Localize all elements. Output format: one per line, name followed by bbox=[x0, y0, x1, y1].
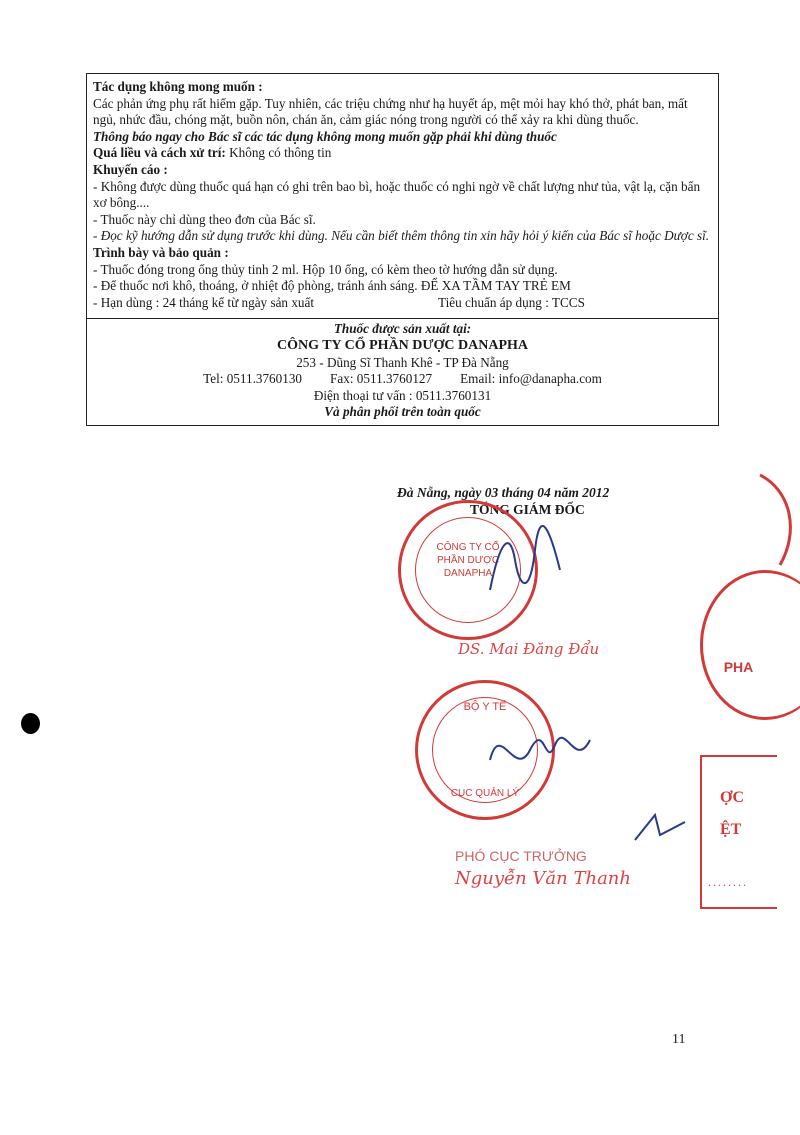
company-seal-text: CÔNG TY CỔ PHẦN DƯỢC DANAPHA bbox=[436, 542, 500, 579]
approval-frame-text-2: ỆT bbox=[720, 821, 742, 838]
manufacturer-intro: Thuốc được sản xuất tại: bbox=[333, 321, 472, 337]
distribution: Và phân phối trên toàn quốc bbox=[324, 404, 481, 420]
email: Email: info@danapha.com bbox=[460, 371, 602, 387]
fax: Fax: 0511.3760127 bbox=[330, 371, 433, 387]
punch-hole-mark bbox=[21, 713, 40, 734]
ministry-seal-sub: CỤC QUẢN LÝ bbox=[450, 788, 520, 799]
warning-line-2: - Thuốc này chỉ dùng theo đơn của Bác sĩ. bbox=[93, 211, 316, 227]
manufacturer-company: CÔNG TY CỔ PHẦN DƯỢC DANAPHA bbox=[276, 337, 529, 353]
director-signature-mark bbox=[480, 520, 570, 600]
overdose-heading: Quá liều và cách xử trí: bbox=[93, 145, 226, 161]
approval-frame: ỢC ỆT ........ bbox=[700, 755, 777, 909]
warning-line-1: - Không được dùng thuốc quá hạn có ghi trên bao bì, hoặc thuốc có nghi ngờ về chất lượng như tủa, vật lạ, cặn bẩn xơ bông.... bbox=[93, 178, 701, 211]
approval-frame-text-1: ỢC bbox=[720, 789, 744, 806]
approval-signature-mark bbox=[485, 720, 595, 790]
approval-initial-mark bbox=[630, 810, 690, 850]
info-sections bbox=[87, 74, 718, 315]
side-effects-heading: Tác dụng không mong muốn : bbox=[93, 79, 263, 94]
side-seal-arc bbox=[740, 470, 800, 570]
ministry-seal-title: BỘ Y TẾ bbox=[463, 701, 507, 713]
signature-date: Đà Nẵng, ngày 03 tháng 04 năm 2012 bbox=[397, 485, 610, 500]
warning-line-3: - Đọc kỹ hướng dẫn sử dụng trước khi dùng. Nếu cần biết thêm thông tin xin hãy hỏi ý kiến của Bác sĩ hoặc Dược sĩ. bbox=[93, 228, 710, 244]
contact-row bbox=[87, 371, 718, 388]
side-seal bbox=[700, 570, 800, 720]
shelf-life-row bbox=[93, 295, 712, 312]
side-seal-text: PHA bbox=[723, 659, 754, 675]
shelf-life: - Hạn dùng : 24 tháng kể từ ngày sản xuất bbox=[93, 294, 315, 310]
storage-line-1: - Thuốc đóng trong ống thủy tinh 2 ml. Hộp 10 ống, có kèm theo tờ hướng dẫn sử dụng. bbox=[93, 261, 558, 277]
product-info-box bbox=[86, 73, 719, 426]
storage-line-2: - Để thuốc nơi khô, thoáng, ở nhiệt độ phòng, tránh ánh sáng. ĐỂ XA TẦM TAY TRẺ EM bbox=[93, 278, 571, 294]
director-name: DS. Mai Đăng Đẩu bbox=[458, 640, 600, 658]
quality-standard: Tiêu chuẩn áp dụng : TCCS bbox=[438, 294, 585, 310]
overdose-line bbox=[93, 145, 712, 162]
page-number: 11 bbox=[672, 1032, 686, 1047]
manufacturer-block bbox=[87, 319, 718, 425]
approval-title: PHÓ CỤC TRƯỞNG bbox=[455, 848, 587, 864]
manufacturer-address: 253 - Dũng Sĩ Thanh Khê - TP Đà Nẵng bbox=[296, 354, 509, 370]
warning-heading: Khuyến cáo : bbox=[93, 161, 168, 177]
hotline: Điện thoại tư vấn : 0511.3760131 bbox=[313, 387, 492, 403]
overdose-value: Không có thông tin bbox=[225, 145, 332, 161]
tel: Tel: 0511.3760130 bbox=[203, 371, 303, 387]
storage-heading: Trình bày và bảo quản : bbox=[93, 244, 229, 260]
side-effects-notice: Thông báo ngay cho Bác sĩ các tác dụng không mong muốn gặp phải khi dùng thuốc bbox=[93, 128, 557, 144]
side-effects-body: Các phản ứng phụ rất hiếm gặp. Tuy nhiên, các triệu chứng như hạ huyết áp, mệt mỏi hay khó thở, phát ban, mất ngủ, nhức đầu, chóng mặt, buồn nôn, chán ăn, cảm giác nóng trong người có thể xảy ra khi dùng thuốc. bbox=[93, 95, 688, 128]
signature-title: TỔNG GIÁM ĐỐC bbox=[470, 502, 585, 517]
approval-signer: Nguyễn Văn Thanh bbox=[455, 868, 631, 889]
